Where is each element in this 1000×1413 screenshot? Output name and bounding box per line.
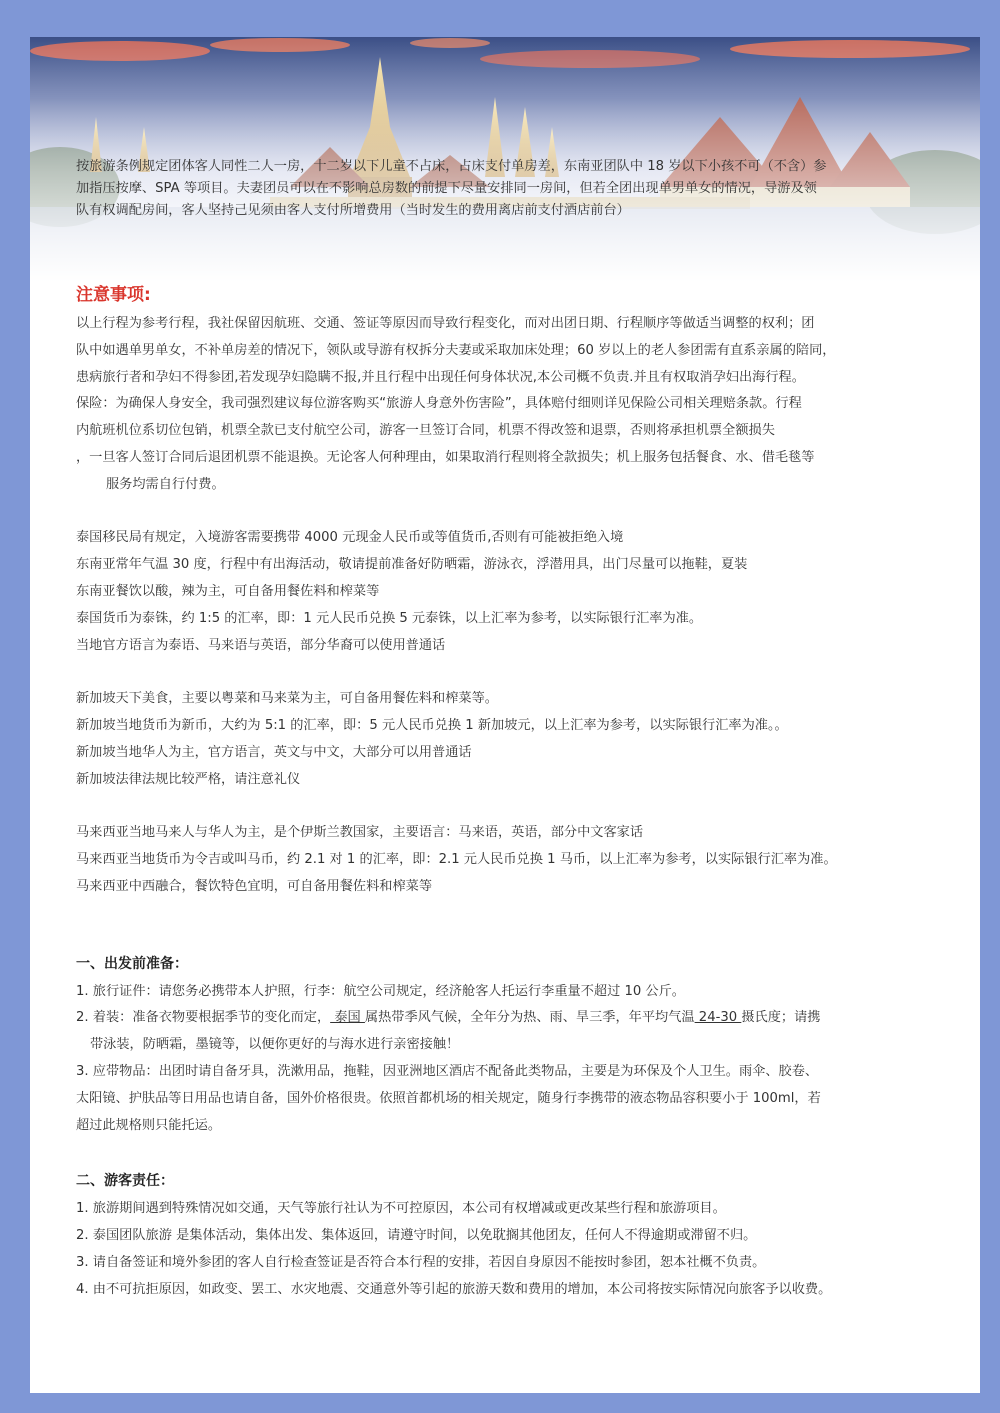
singapore-line: 新加坡天下美食，主要以粤菜和马来菜为主，可自备用餐佐料和榨菜等。 — [76, 691, 498, 707]
resp-heading: 二、游客责任： — [76, 1173, 174, 1190]
prep-item-3-cont: 超过此规格则只能托运。 — [76, 1117, 222, 1133]
prep-item-2-cont: 带泳装，防晒霜，墨镜等，以便你更好的与海水进行亲密接触！ — [90, 1037, 460, 1053]
notice-line: 内航班机位系切位包销，机票全款已支付航空公司，游客一旦签订合同，机票不得改签和退票，否则将承担机票全额损失 — [76, 423, 775, 439]
thailand-line: 东南亚餐饮以酸，辣为主，可自备用餐佐料和榨菜等 — [76, 583, 380, 599]
prep-item-2-text: 属热带季风气候，全年分为热、雨、旱三季，年平均气温 — [364, 1010, 695, 1026]
thailand-line: 泰国移民局有规定，入境游客需要携带 4000 元现金人民币或等值货币,否则有可能被拒绝入境 — [76, 530, 624, 546]
notice-line: 服务均需自行付费。 — [106, 476, 225, 492]
intro-line: 按旅游条例规定团体客人同性二人一房，十二岁以下儿童不占床，占床支付单房差，东南亚团队中 18 岁以下小孩不可（不含）参 — [76, 159, 827, 174]
prep-item-2 — [76, 1005, 936, 1032]
prep-item-3-cont: 太阳镜、护肤品等日用品也请自备，国外价格很贵。依照首都机场的相关规定，随身行李携带的液态物品容积要小于 100ml，若 — [76, 1090, 821, 1106]
resp-item: 4. 由不可抗拒原因，如政变、罢工、水灾地震、交通意外等引起的旅游天数和费用的增加，本公司将按实际情况向旅客予以收费。 — [76, 1281, 832, 1297]
notice-heading: 注意事项: — [76, 285, 151, 305]
resp-item: 1. 旅游期间遇到特殊情况如交通，天气等旅行社认为不可控原因，本公司有权增减或更改某些行程和旅游项目。 — [76, 1201, 726, 1217]
intro-line: 队有权调配房间，客人坚持己见须由客人支付所增费用（当时发生的费用离店前支付酒店前台） — [76, 203, 630, 218]
content-body — [76, 281, 936, 1303]
thailand-line: 东南亚常年气温 30 度，行程中有出海活动，敬请提前准备好防晒霜，游泳衣，浮潜用具，出门尽量可以拖鞋，夏装 — [76, 557, 748, 573]
malaysia-line: 马来西亚中西融合，餐饮特色宜明，可自备用餐佐料和榨菜等 — [76, 878, 433, 894]
notice-line: 保险：为确保人身安全，我司强烈建议每位游客购买“旅游人身意外伤害险”，具体赔付细则详见保险公司相关理赔条款。行程 — [76, 396, 802, 412]
malaysia-line: 马来西亚当地货币为令吉或叫马币，约 2.1 对 1 的汇率，即：2.1 元人民币兑换 1 马币，以上汇率为参考，以实际银行汇率为准。 — [76, 851, 837, 867]
document-page — [30, 37, 980, 1393]
country-underlined: 泰国 — [330, 1010, 365, 1026]
prep-item-3: 3. 应带物品：出团时请自备牙具，洗漱用品，拖鞋，因亚洲地区酒店不配备此类物品，主要是为环保及个人卫生。雨伞、胶卷、 — [76, 1063, 819, 1079]
thailand-line: 当地官方语言为泰语、马来语与英语，部分华裔可以使用普通话 — [76, 637, 446, 653]
prep-heading: 一、出发前准备： — [76, 955, 188, 972]
resp-item: 2. 泰国团队旅游 是集体活动，集体出发、集体返回，请遵守时间，以免耽搁其他团友，任何人不得逾期或滞留不归。 — [76, 1227, 757, 1243]
thailand-line: 泰国货币为泰铢，约 1:5 的汇率，即：1 元人民币兑换 5 元泰铢，以上汇率为参考，以实际银行汇率为准。 — [76, 610, 703, 626]
singapore-line: 新加坡当地华人为主，官方语言，英文与中文，大部分可以用普通话 — [76, 744, 472, 760]
prep-item-2-text: 2. 着装：准备衣物要根据季节的变化而定， — [76, 1010, 331, 1026]
prep-item-2-text: 摄氏度；请携 — [741, 1010, 821, 1026]
prep-item-1: 1. 旅行证件：请您务必携带本人护照，行李：航空公司规定，经济舱客人托运行李重量不超过 10 公斤。 — [76, 983, 685, 999]
notice-line: 患病旅行者和孕妇不得参团,若发现孕妇隐瞒不报,并且行程中出现任何身体状况,本公司概不负责.并且有权取消孕妇出海行程。 — [76, 369, 805, 385]
intro-paragraph — [76, 156, 926, 222]
intro-line: 加指压按摩、SPA 等项目。夫妻团员可以在不影响总房数的前提下尽量安排同一房间，但若全团出现单男单女的情况，导游及领 — [76, 181, 817, 196]
temperature-underlined: 24-30 — [694, 1010, 742, 1026]
malaysia-line: 马来西亚当地马来人与华人为主，是个伊斯兰教国家，主要语言：马来语，英语，部分中文客家话 — [76, 825, 644, 841]
notice-line: 以上行程为参考行程，我社保留因航班、交通、签证等原因而导致行程变化，而对出团日期、行程顺序等做适当调整的权利；团 — [76, 316, 815, 331]
singapore-line: 新加坡当地货币为新币，大约为 5:1 的汇率，即：5 元人民币兑换 1 新加坡元，以上汇率为参考，以实际银行汇率为准。。 — [76, 717, 788, 733]
notice-line: ，一旦客人签订合同后退团机票不能退换。无论客人何种理由，如果取消行程则将全款损失；机上服务包括餐食、水、借毛毯等 — [76, 449, 815, 465]
notice-line: 队中如遇单男单女，不补单房差的情况下，领队或导游有权拆分夫妻或采取加床处理；60 岁以上的老人参团需有直系亲属的陪同， — [76, 342, 836, 358]
singapore-line: 新加坡法律法规比较严格，请注意礼仪 — [76, 771, 301, 787]
resp-item: 3. 请自备签证和境外参团的客人自行检查签证是否符合本行程的安排，若因自身原因不能按时参团，恕本社概不负责。 — [76, 1254, 766, 1270]
